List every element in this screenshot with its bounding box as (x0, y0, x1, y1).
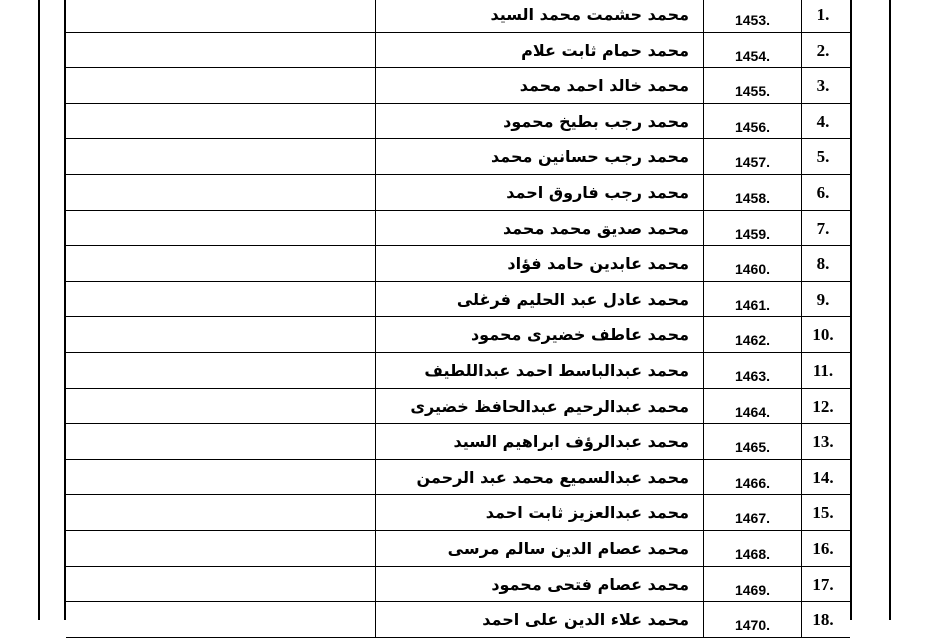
seat-number-cell: 1470. (704, 602, 802, 637)
table-row (66, 139, 850, 175)
student-name-cell: محمد عصام الدين سالم مرسى (376, 531, 704, 566)
page-border-right (889, 0, 891, 620)
student-name-cell: محمد عبدالعزيز ثابت احمد (376, 495, 704, 530)
row-index-cell: .5 (816, 147, 830, 167)
row-index-cell: .17 (812, 574, 834, 594)
table-row (66, 33, 850, 69)
table-row (66, 424, 850, 460)
blank-cell (66, 175, 376, 210)
table-row (66, 104, 850, 140)
student-name-cell: محمد عبدالسميع محمد عبد الرحمن (376, 460, 704, 495)
seat-number-cell: 1466. (704, 460, 802, 495)
blank-cell (66, 282, 376, 317)
table-row (66, 0, 850, 33)
row-index-cell: .7 (816, 218, 830, 238)
row-index-cell: .12 (812, 396, 834, 416)
table-row (66, 495, 850, 531)
table-row (66, 175, 850, 211)
row-index-cell: .16 (812, 539, 834, 558)
student-name-cell: محمد عبدالباسط احمد عبداللطيف (376, 353, 704, 388)
student-name-cell: محمد حشمت محمد السيد (376, 0, 704, 32)
blank-cell (66, 0, 376, 32)
table-row (66, 246, 850, 282)
seat-number-cell: 1459. (704, 211, 802, 246)
blank-cell (66, 495, 376, 530)
seat-number-cell: 1464. (704, 389, 802, 424)
student-name-cell: محمد رجب حسانين محمد (376, 139, 704, 174)
table-row (66, 460, 850, 496)
row-index-cell: .4 (816, 111, 830, 131)
blank-cell (66, 139, 376, 174)
seat-number-cell: 1463. (704, 353, 802, 388)
row-index-cell: .3 (816, 76, 830, 96)
blank-cell (66, 246, 376, 281)
row-index-cell: .13 (812, 432, 834, 452)
table-row (66, 353, 850, 389)
row-index-cell: .15 (812, 503, 834, 523)
blank-cell (66, 33, 376, 68)
row-index-cell: .6 (816, 183, 830, 202)
blank-cell (66, 353, 376, 388)
table-row (66, 531, 850, 567)
table-row (66, 389, 850, 425)
student-name-cell: محمد عصام فتحى محمود (376, 567, 704, 602)
seat-number-cell: 1462. (704, 317, 802, 352)
blank-cell (66, 424, 376, 459)
table-row (66, 211, 850, 247)
student-name-cell: محمد علاء الدين على احمد (376, 602, 704, 637)
table-row (66, 68, 850, 104)
seat-number-cell: 1455. (704, 68, 802, 103)
seat-number-cell: 1469. (704, 567, 802, 602)
blank-cell (66, 460, 376, 495)
table-row (66, 602, 850, 638)
student-name-cell: محمد عبدالرحيم عبدالحافظ خضيرى (376, 389, 704, 424)
table-row (66, 282, 850, 318)
blank-cell (66, 567, 376, 602)
seat-number-cell: 1458. (704, 175, 802, 210)
seat-number-cell: 1453. (704, 0, 802, 32)
row-index-cell: .11 (812, 361, 834, 380)
blank-cell (66, 104, 376, 139)
table-row (66, 317, 850, 353)
row-index-cell: .2 (816, 40, 830, 60)
page-border-left (38, 0, 40, 620)
student-name-cell: محمد خالد احمد محمد (376, 68, 704, 103)
blank-cell (66, 602, 376, 637)
student-name-cell: محمد عابدين حامد فؤاد (376, 246, 704, 281)
row-index-cell: .18 (812, 610, 834, 630)
blank-cell (66, 389, 376, 424)
seat-number-cell: 1457. (704, 139, 802, 174)
seat-number-cell: 1467. (704, 495, 802, 530)
blank-cell (66, 531, 376, 566)
row-index-cell: .9 (816, 289, 830, 309)
blank-cell (66, 211, 376, 246)
seat-number-cell: 1468. (704, 531, 802, 566)
student-name-cell: محمد حمام ثابت علام (376, 33, 704, 68)
roster-table (64, 0, 852, 634)
table-row (66, 567, 850, 603)
seat-number-cell: 1461. (704, 282, 802, 317)
row-index-cell: .1 (816, 5, 830, 24)
seat-number-cell: 1465. (704, 424, 802, 459)
student-name-cell: محمد رجب فاروق احمد (376, 175, 704, 210)
student-name-cell: محمد عادل عبد الحليم فرغلى (376, 282, 704, 317)
student-name-cell: محمد عبدالرؤف ابراهيم السيد (376, 424, 704, 459)
student-name-cell: محمد صديق محمد محمد (376, 211, 704, 246)
student-name-cell: محمد رجب بطيخ محمود (376, 104, 704, 139)
seat-number-cell: 1460. (704, 246, 802, 281)
student-name-cell: محمد عاطف خضيرى محمود (376, 317, 704, 352)
seat-number-cell: 1454. (704, 33, 802, 68)
row-index-cell: .8 (816, 254, 830, 274)
seat-number-cell: 1456. (704, 104, 802, 139)
row-index-cell: .10 (812, 325, 834, 345)
blank-cell (66, 68, 376, 103)
row-index-cell: .14 (812, 467, 834, 487)
blank-cell (66, 317, 376, 352)
